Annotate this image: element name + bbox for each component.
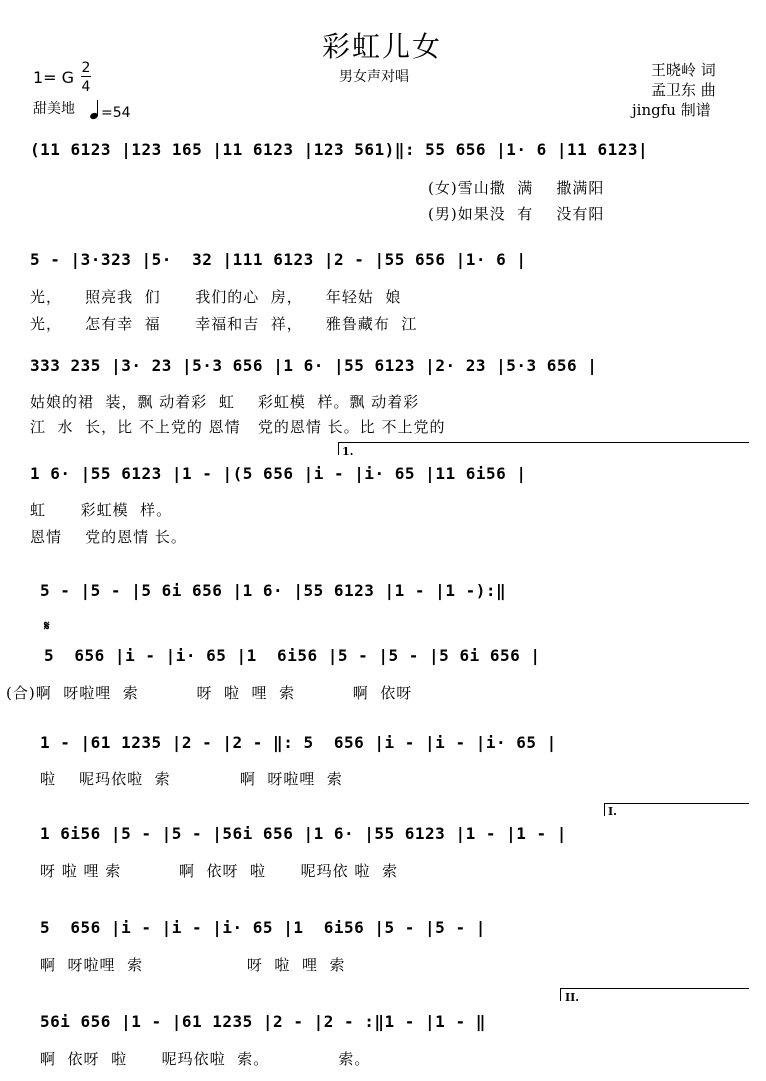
key-signature: 1= G (33, 68, 75, 87)
volta-label: 1. (342, 445, 354, 458)
segno-sign: 𝄋 (44, 619, 50, 634)
lyric-line: 光， 照亮我 们 我们的心 房， 年轻姑 娘 (30, 288, 402, 306)
notation-line: (11 6123 |123 165 |11 6123 |123 561)‖: 55 656 |1· 6 |11 6123| (30, 140, 649, 159)
notation-line: 1 6i56 |5 - |5 - |56i 656 |1 6· |55 6123 |1 - |1 - | (40, 824, 567, 843)
song-subtitle: 男女声对唱 (339, 69, 409, 85)
notation-line: 5 - |5 - |5 6i 656 |1 6· |55 6123 |1 - |1 -):‖ (40, 581, 507, 600)
volta-label: II. (565, 991, 580, 1004)
lyric-line: 啊 依呀 啦 呢玛依啦 索。 索。 (40, 1050, 371, 1068)
notation-line: 333 235 |3· 23 |5·3 656 |1 6· |55 6123 |2· 23 |5·3 656 | (30, 356, 598, 375)
notation-line: 56i 656 |1 - |61 1235 |2 - |2 - :‖1 - |1 - ‖ (40, 1012, 486, 1031)
volta-label: I. (608, 805, 617, 818)
time-signature-bottom: 4 (81, 79, 91, 95)
song-title: 彩虹儿女 (322, 30, 443, 63)
transcriber-credit: jingfu 制谱 (632, 101, 711, 119)
expression-mark: 甜美地 (33, 101, 75, 117)
time-signature-top: 2 (81, 60, 91, 76)
quarter-note-icon (89, 112, 99, 120)
tempo-mark: =54 (101, 105, 131, 121)
lyric-line: (合)啊 呀啦哩 索 呀 啦 哩 索 啊 依呀 (6, 684, 413, 702)
composer-credit: 孟卫东 曲 (651, 81, 716, 99)
lyric-line: 呀 啦 哩 索 啊 依呀 啦 呢玛依 啦 索 (40, 862, 398, 880)
lyric-line: 啊 呀啦哩 索 呀 啦 哩 索 (40, 956, 346, 974)
lyric-line: 姑娘的裙 装，飘 动着彩 虹 彩虹模 样。飘 动着彩 (30, 393, 420, 411)
lyric-line: (女)雪山撒 满 撒满阳 (428, 179, 605, 197)
lyric-line: (男)如果没 有 没有阳 (428, 205, 605, 223)
volta-bracket (560, 988, 749, 1004)
lyric-line: 恩情 党的恩情 长。 (30, 528, 187, 546)
lyric-line: 虹 彩虹模 样。 (30, 501, 173, 519)
lyric-line: 啦 呢玛依啦 索 啊 呀啦哩 索 (40, 770, 343, 788)
notation-line: 5 656 |i - |i - |i· 65 |1 6i56 |5 - |5 - | (40, 918, 486, 937)
lyric-line: 光， 怎有幸 福 幸福和吉 祥， 雅鲁藏布 江 (30, 315, 418, 333)
notation-line: 5 656 |i - |i· 65 |1 6i56 |5 - |5 - |5 6i 656 | (44, 646, 541, 665)
time-signature-line (81, 76, 91, 77)
volta-bracket (604, 803, 749, 816)
notation-line: 1 - |61 1235 |2 - |2 - ‖: 5 656 |i - |i - |i· 65 | (40, 733, 557, 752)
lyric-line: 江 水 长，比 不上党的 恩情 党的恩情 长。比 不上党的 (30, 418, 446, 436)
lyricist-credit: 王晓岭 词 (651, 61, 716, 79)
volta-bracket (338, 442, 749, 458)
notation-line: 5 - |3·323 |5· 32 |111 6123 |2 - |55 656 |1· 6 | (30, 250, 527, 269)
notation-line: 1 6· |55 6123 |1 - |(5 656 |i - |i· 65 |11 6i56 | (30, 464, 527, 483)
